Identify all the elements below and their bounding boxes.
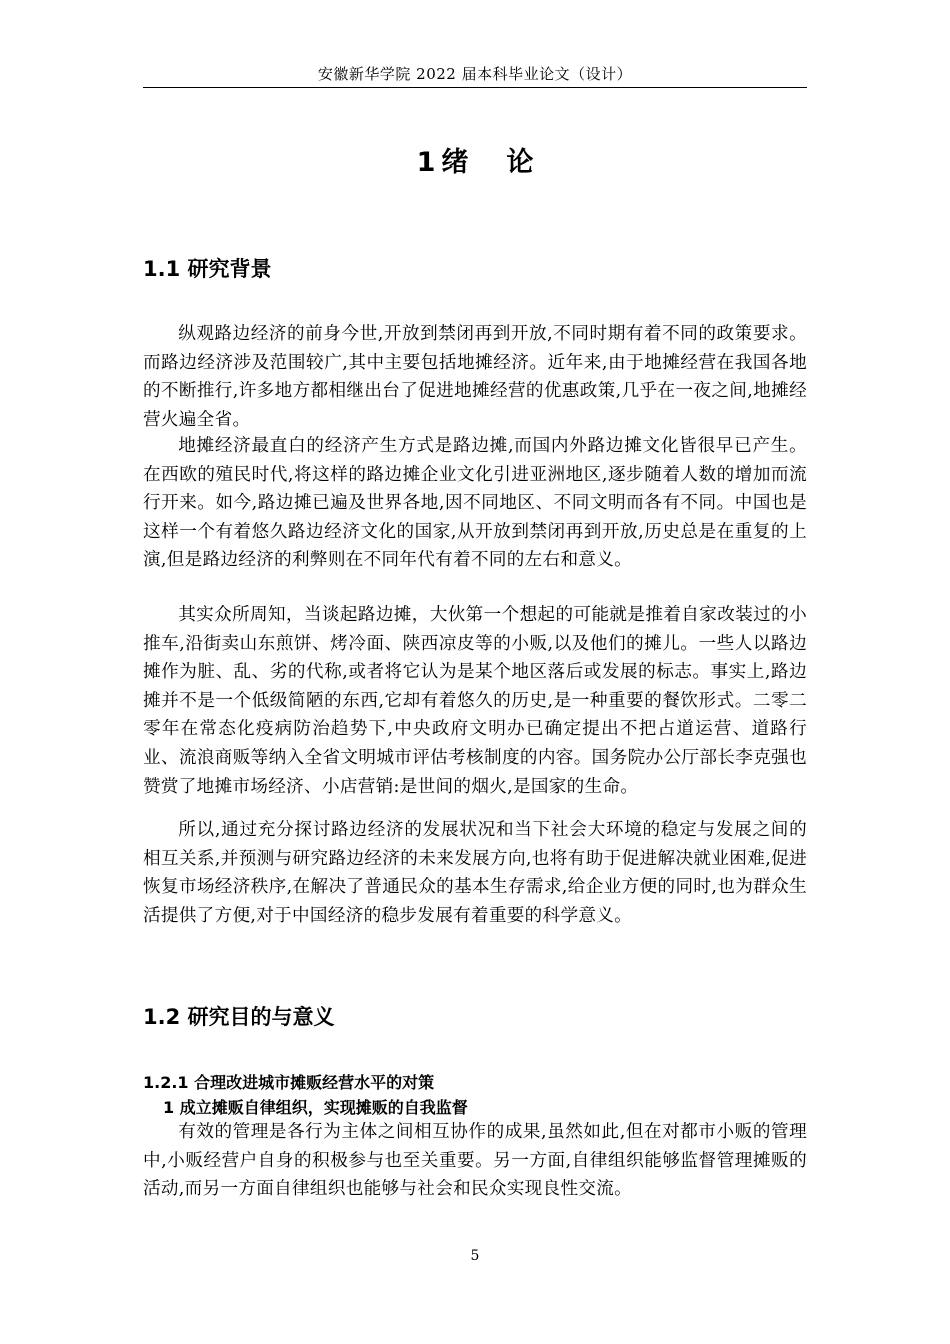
chapter-title-word-1: 绪 <box>441 147 469 178</box>
item-heading: 1 成立摊贩自律组织，实现摊贩的自我监督 <box>163 1098 468 1117</box>
body-paragraph: 所以,通过充分探讨路边经济的发展状况和当下社会大环境的稳定与发展之间的相互关系,并预测与研究路边经济的未来发展方向,也将有助于促进解决就业困难,促进恢复市场经济秩序,在解决了普通民众的基本生存需求,给企业方便的同时,也为群众生活提供了方便,对于中国经济的稳步发展有着重要的科学意义。 <box>143 820 807 926</box>
chapter-title <box>143 145 807 181</box>
body-paragraph: 地摊经济最直白的经济产生方式是路边摊,而国内外路边摊文化皆很早已产生。在西欧的殖民时代,将这样的路边摊企业文化引进亚洲地区,逐步随着人数的增加而流行开来。如今,路边摊已遍及世界各地,因不同地区、不同文明而各有不同。中国也是这样一个有着悠久路边经济文化的国家,从开放到禁闭再到开放,历史总是在重复的上演,但是路边经济的利弊则在不同年代有着不同的左右和意义。 <box>143 436 807 571</box>
header-rule <box>143 87 807 88</box>
subsection-heading-1-2-1: 1.2.1 合理改进城市摊贩经营水平的对策 <box>143 1073 435 1092</box>
section-heading-1-2: 1.2 研究目的与意义 <box>143 1005 335 1029</box>
chapter-number: 1 <box>416 147 436 178</box>
chapter-title-word-2: 论 <box>506 147 534 178</box>
body-paragraph: 其实众所周知，当谈起路边摊，大伙第一个想起的可能就是推着自家改装过的小推车,沿街卖山东煎饼、烤冷面、陕西凉皮等的小贩,以及他们的摊儿。一些人以路边摊作为脏、乱、劣的代称,或者将它认为是某个地区落后或发展的标志。事实上,路边摊并不是一个低级简陋的东西,它却有着悠久的历史,是一种重要的餐饮形式。二零二零年在常态化疫病防治趋势下,中央政府文明办已确定提出不把占道运营、道路行业、流浪商贩等纳入全省文明城市评估考核制度的内容。国务院办公厅部长李克强也赞赏了地摊市场经济、小店营销:是世间的烟火,是国家的生命。 <box>143 605 807 797</box>
page-number: 5 <box>470 1248 480 1264</box>
running-header: 安徽新华学院 2022 届本科毕业论文（设计） <box>317 65 633 83</box>
section-heading-1-1: 1.1 研究背景 <box>143 257 272 281</box>
body-paragraph: 有效的管理是各行为主体之间相互协作的成果,虽然如此,但在对都市小贩的管理中,小贩经营户自身的积极参与也至关重要。另一方面,自律组织能够监督管理摊贩的活动,而另一方面自律组织也能够与社会和民众实现良性交流。 <box>143 1122 807 1200</box>
body-paragraph: 纵观路边经济的前身今世,开放到禁闭再到开放,不同时期有着不同的政策要求。而路边经济涉及范围较广,其中主要包括地摊经济。近年来,由于地摊经营在我国各地的不断推行,许多地方都相继出台了促进地摊经营的优惠政策,几乎在一夜之间,地摊经营火遍全省。 <box>143 324 807 430</box>
